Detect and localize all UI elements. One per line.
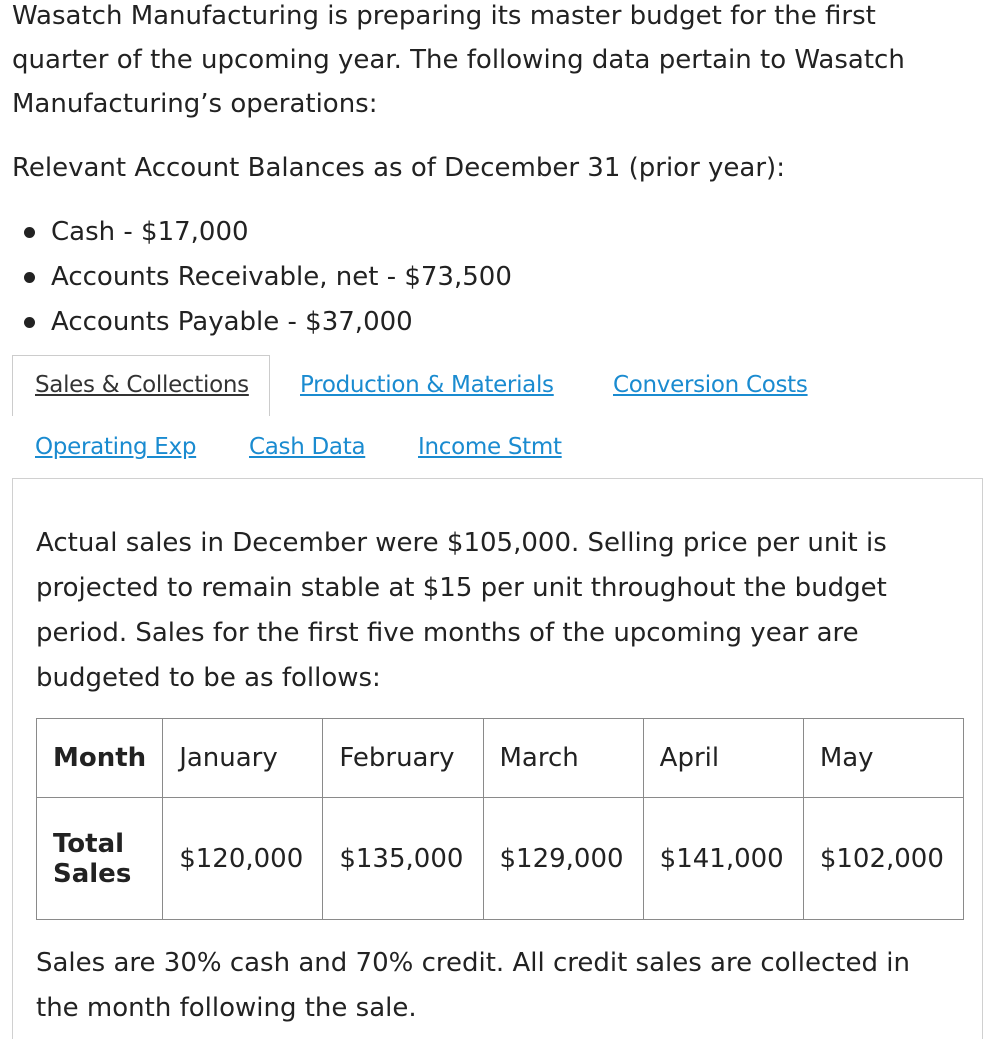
sales-value-april: $141,000	[643, 798, 803, 920]
month-cell-march: March	[483, 719, 643, 798]
sales-value-may: $102,000	[803, 798, 963, 920]
balance-item-cash	[24, 210, 512, 255]
intro-paragraph: Wasatch Manufacturing is preparing its master budget for the first quarter of the upcoming year. The following data pertain to Wasatch Manufacturing’s operations:	[12, 1, 905, 119]
month-cell-may: May	[803, 719, 963, 798]
total-sales-label: Total Sales	[37, 798, 163, 920]
collection-terms-text: Sales are 30% cash and 70% credit. All credit sales are collected in the month following the sale.	[36, 948, 910, 1023]
bullet-icon	[24, 227, 35, 238]
balance-item-label: Accounts Receivable, net - $73,500	[51, 262, 512, 292]
tab-sales-collections[interactable]: Sales & Collections	[35, 372, 249, 398]
balances-list	[24, 210, 512, 345]
month-cell-april: April	[643, 719, 803, 798]
tab-production-materials[interactable]: Production & Materials	[300, 372, 554, 398]
tab-income-stmt[interactable]: Income Stmt	[418, 434, 562, 460]
month-header-label: Month	[37, 719, 163, 798]
balance-item-label: Cash - $17,000	[51, 217, 249, 247]
table-header-row	[37, 719, 964, 798]
month-cell-january: January	[163, 719, 323, 798]
balances-heading: Relevant Account Balances as of December 31 (prior year):	[12, 153, 785, 183]
balance-item-label: Accounts Payable - $37,000	[51, 307, 413, 337]
sales-description: Actual sales in December were $105,000. Selling price per unit is projected to remain stable at $15 per unit throughout the budget period. Sales for the first five months of the upcoming year are budgeted to be as follows:	[36, 528, 887, 693]
bullet-icon	[24, 317, 35, 328]
month-cell-february: February	[323, 719, 483, 798]
sales-value-january: $120,000	[163, 798, 323, 920]
tab-conversion-costs[interactable]: Conversion Costs	[613, 372, 808, 398]
balance-item-accounts-receivable	[24, 255, 512, 300]
tab-operating-exp[interactable]: Operating Exp	[35, 434, 197, 460]
balance-item-accounts-payable	[24, 300, 512, 345]
sales-value-february: $135,000	[323, 798, 483, 920]
tab-cash-data[interactable]: Cash Data	[249, 434, 366, 460]
table-row	[37, 798, 964, 920]
bullet-icon	[24, 272, 35, 283]
sales-budget-table	[36, 718, 964, 920]
sales-value-march: $129,000	[483, 798, 643, 920]
